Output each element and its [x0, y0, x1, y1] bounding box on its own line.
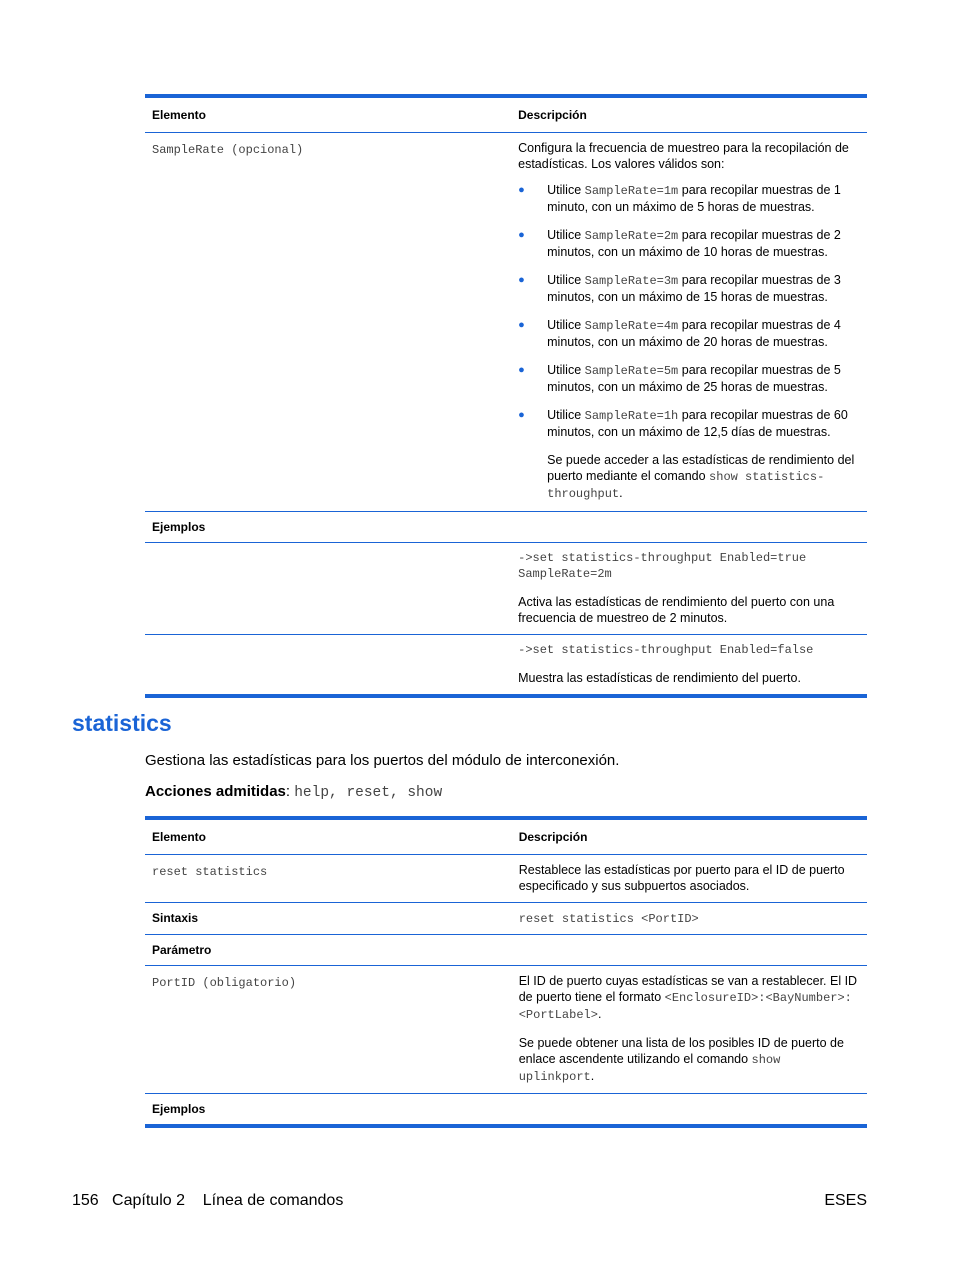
table-statistics: [145, 816, 867, 1128]
bullet-icon: ●: [518, 229, 525, 241]
table-row: [145, 133, 867, 512]
table-row: [145, 903, 867, 935]
param-label: Parámetro: [145, 935, 512, 966]
list-item: ● Utilice SampleRate=2m para recopilar muestras de 2 minutos, con un máximo de 10 horas de muestras.: [518, 228, 841, 259]
bullet-icon: ●: [518, 319, 525, 331]
table-samplerate: [145, 94, 867, 698]
section-intro: Gestiona las estadísticas para los puertos del módulo de interconexión.: [145, 752, 620, 769]
table-header-row: [145, 96, 867, 133]
element-portid: PortID (obligatorio): [152, 976, 297, 990]
example2-code: ->set statistics-throughput Enabled=false: [518, 643, 814, 657]
actions-values: help, reset, show: [294, 785, 443, 801]
header-elemento: Elemento: [145, 818, 512, 855]
list-item: ● Utilice SampleRate=1m para recopilar muestras de 1 minuto, con un máximo de 5 horas de muestras.: [518, 183, 841, 214]
table-row: [145, 635, 867, 697]
syntax-code: reset statistics <PortID>: [518, 912, 699, 926]
table-row: [145, 1094, 867, 1127]
footer-left: [72, 1192, 343, 1210]
bullet-icon: ●: [518, 274, 525, 286]
bullet-icon: ●: [518, 364, 525, 376]
header-descripcion: Descripción: [512, 818, 867, 855]
table-row: [145, 543, 867, 635]
element-reset-statistics: reset statistics: [152, 865, 268, 879]
chapter-label: Capítulo 2: [112, 1192, 185, 1209]
actions-label: Acciones admitidas: [145, 783, 286, 800]
list-item: ● Utilice SampleRate=1h para recopilar muestras de 60 minutos, con un máximo de 12,5 días de muestras.: [518, 408, 848, 439]
footer-locale: ESES: [824, 1192, 867, 1209]
section-title: statistics: [72, 710, 172, 736]
portid-desc: El ID de puerto cuyas estadísticas se van a restablecer. El ID de puerto tiene el formato <EnclosureID>:<BayNumber>:<PortLabel>.: [518, 974, 858, 1022]
example1-desc: Activa las estadísticas de rendimiento del puerto con una frecuencia de muestreo de 2 minutos.: [518, 595, 835, 625]
supported-actions: Acciones admitidas: help, reset, show: [145, 783, 443, 801]
table-header-row: [145, 818, 867, 855]
list-item: ● Utilice SampleRate=4m para recopilar muestras de 4 minutos, con un máximo de 20 horas de muestras.: [518, 318, 841, 349]
bullet-icon: ●: [518, 184, 525, 196]
examples-label: Ejemplos: [145, 512, 511, 543]
samplerate-note: Se puede acceder a las estadísticas de rendimiento del puerto mediante el comando show statistics-throughput.: [547, 453, 855, 501]
examples-label: Ejemplos: [145, 1094, 512, 1127]
table-row: [145, 512, 867, 543]
syntax-label: Sintaxis: [145, 903, 512, 935]
page-number: 156: [72, 1192, 99, 1209]
samplerate-intro: Configura la frecuencia de muestreo para la recopilación de estadísticas. Los valores válidos son:: [518, 141, 849, 171]
element-samplerate: SampleRate (opcional): [152, 143, 304, 157]
table-row: [145, 966, 867, 1094]
portid-desc-2: Se puede obtener una lista de los posibles ID de puerto de enlace ascendente utilizando el comando show uplinkport.: [518, 1036, 844, 1084]
header-descripcion: Descripción: [511, 96, 867, 133]
list-item: ● Utilice SampleRate=3m para recopilar muestras de 3 minutos, con un máximo de 15 horas de muestras.: [518, 273, 841, 304]
table-row: [145, 855, 867, 903]
chapter-title: Línea de comandos: [202, 1192, 344, 1209]
example2-desc: Muestra las estadísticas de rendimiento del puerto.: [518, 671, 801, 685]
samplerate-values-list: [518, 182, 859, 440]
table-row: [145, 935, 867, 966]
example1-code: ->set statistics-throughput Enabled=true SampleRate=2m: [518, 551, 807, 581]
header-elemento: Elemento: [145, 96, 511, 133]
list-item: ● Utilice SampleRate=5m para recopilar muestras de 5 minutos, con un máximo de 25 horas de muestras.: [518, 363, 841, 394]
bullet-icon: ●: [518, 409, 525, 421]
reset-statistics-desc: Restablece las estadísticas por puerto para el ID de puerto especificado y sus subpuertos asociados.: [518, 863, 845, 893]
